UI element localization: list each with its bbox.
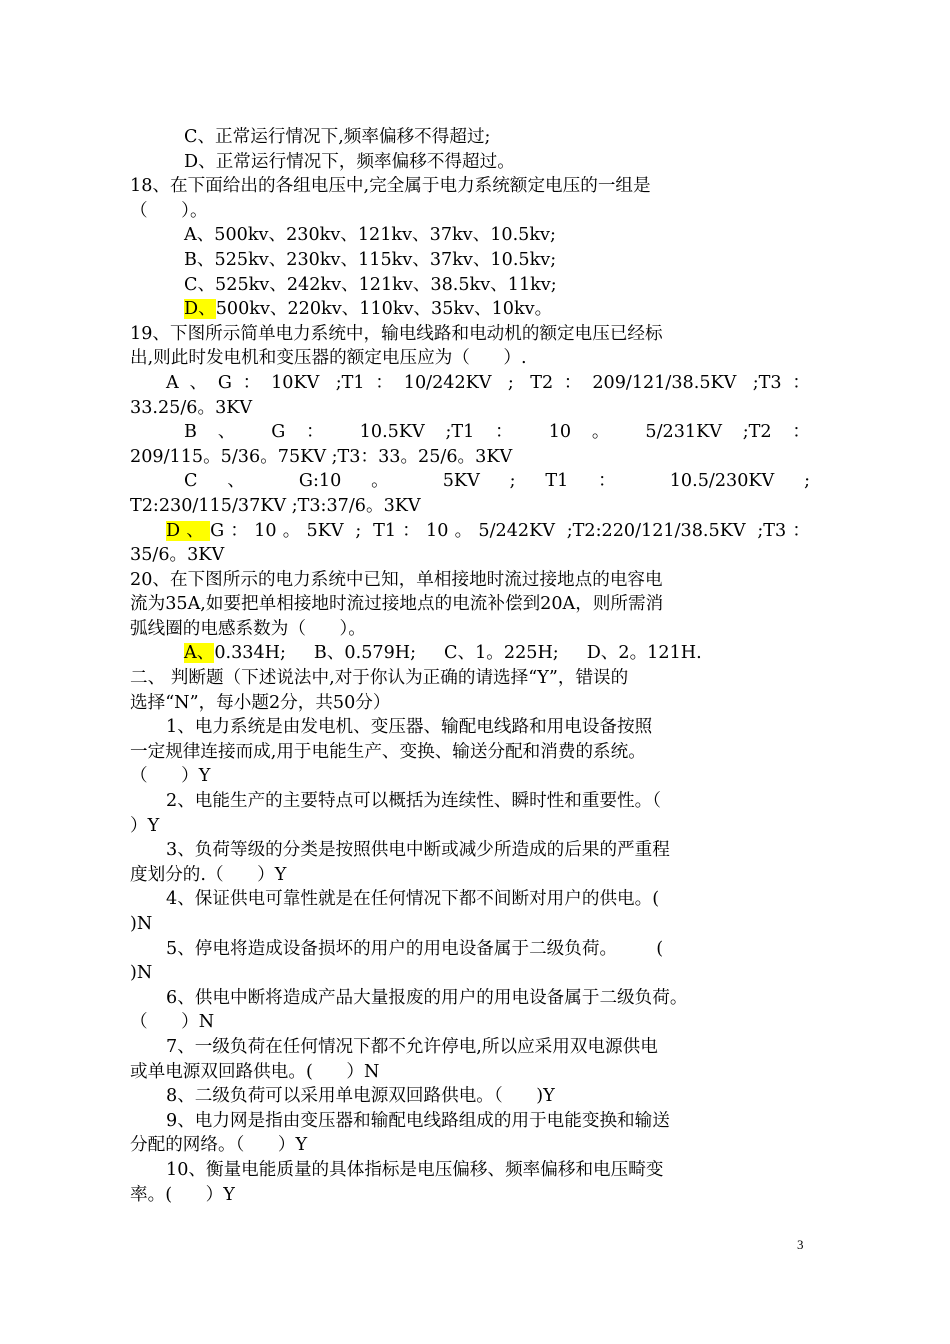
judge-2-line-2: ）Y: [130, 815, 160, 836]
q20-options: [130, 641, 810, 666]
q19-option-c-line-2: T2:230/115/37KV ;T3:37/6。3KV: [130, 495, 421, 516]
judge-8-line-1: 8、二级负荷可以采用单电源双回路供电。（ )Y: [166, 1086, 555, 1107]
judge-1-line-2: 一定规律连接而成,用于电能生产、变换、输送分配和消费的系统。: [130, 741, 646, 762]
judge-2-line-1: 2、电能生产的主要特点可以概括为连续性、瞬时性和重要性。（: [166, 791, 662, 812]
q20-stem-line-3: 弧线圈的电感系数为（ ）。: [130, 618, 366, 639]
judge-9-line-1: 9、电力网是指由变压器和输配电线路组成的用于电能变换和输送: [166, 1110, 670, 1131]
judge-4-line-1: 4、保证供电可靠性就是在任何情况下都不间断对用户的供电。(: [166, 889, 660, 910]
section-heading-line-1: 二、 判断题（下述说法中,对于你认为正确的请选择“Y”，错误的: [130, 668, 629, 689]
page-number: 3: [797, 1237, 804, 1252]
q20-stem-line-2: 流为35A,如要把单相接地时流过接地点的电流补偿到20A，则所需消: [130, 594, 664, 615]
judge-3-line-1: 3、负荷等级的分类是按照供电中断或减少所造成的后果的严重程: [166, 840, 670, 861]
q18-stem-line-2: （ ）。: [130, 200, 208, 221]
judge-3-line-2: 度划分的.（ ）Y: [130, 864, 287, 885]
q19-option-c-line-1: C 、 G:10 。 5KV ; T1 ： 10.5/230KV ;: [184, 471, 810, 492]
judge-5-line-1: 5、停电将造成设备损坏的用户的用电设备属于二级负荷。 (: [166, 938, 664, 959]
judge-1-line-3: （ ）Y: [130, 766, 211, 787]
q18-option-c: C、525kv、242kv、121kv、38.5kv、11kv;: [184, 274, 557, 295]
q19-option-a-line-1: A、G：10KV ;T1：10/242KV ; T2：209/121/38.5KV ;T3：: [166, 372, 810, 393]
judge-1-line-1: 1、电力系统是由发电机、变压器、输配电线路和用电设备按照: [166, 717, 653, 738]
q19-stem-line-1: 19、下图所示简单电力系统中，输电线路和电动机的额定电压已经标: [130, 323, 663, 344]
judge-7-line-1: 7、一级负荷在任何情况下都不允许停电,所以应采用双电源供电: [166, 1036, 658, 1057]
judge-5-line-2: )N: [130, 963, 153, 984]
answer-highlight: D、: [166, 520, 211, 541]
page-body: [130, 125, 810, 1207]
q19-option-d-line-1: [130, 519, 810, 544]
q18-option-d: [130, 297, 810, 322]
judge-4-line-2: )N: [130, 914, 153, 934]
q19-option-a-line-2: 33.25/6。3KV: [130, 397, 253, 418]
section-heading-line-2: 选择“N”，每小题2分，共50分）: [130, 692, 391, 713]
judge-6-line-1: 6、供电中断将造成产品大量报废的用户的用电设备属于二级负荷。: [166, 987, 688, 1008]
q19-stem-line-2: 出,则此时发电机和变压器的额定电压应为（ ）.: [130, 348, 527, 369]
q18-option-b: B、525kv、230kv、115kv、37kv、10.5kv;: [184, 249, 557, 270]
q19-option-b-line-2: 209/115。5/36。75KV ;T3：33。25/6。3KV: [130, 446, 513, 467]
q19-option-d-line-2: 35/6。3KV: [130, 545, 225, 566]
answer-highlight: A、: [184, 643, 215, 664]
judge-9-line-2: 分配的网络。（ ）Y: [130, 1135, 308, 1156]
q17-option-d: D、正常运行情况下，频率偏移不得超过。: [184, 151, 515, 172]
answer-highlight: D、: [184, 299, 216, 320]
judge-10-line-2: 率。( ）Y: [130, 1184, 235, 1205]
judge-7-line-2: 或单电源双回路供电。( ）N: [130, 1061, 380, 1082]
q18-option-a: A、500kv、230kv、121kv、37kv、10.5kv;: [184, 225, 556, 246]
q18-option-d-text: 500kv、220kv、110kv、35kv、10kv。: [215, 299, 553, 320]
q19-option-d-text: G：10。5KV ; T1：10。5/242KV ;T2:220/121/38.5KV ;T3：: [210, 520, 810, 541]
judge-6-line-2: （ ）N: [130, 1012, 215, 1033]
q17-option-c: C、正常运行情况下,频率偏移不得超过;: [184, 127, 491, 147]
q18-stem-line-1: 18、在下面给出的各组电压中,完全属于电力系统额定电压的一组是: [130, 176, 651, 197]
q20-options-text: 0.334H; B、0.579H; C、1。225H; D、2。121H.: [214, 643, 702, 664]
q20-stem-line-1: 20、在下图所示的电力系统中已知，单相接地时流过接地点的电容电: [130, 569, 663, 590]
q19-option-b-line-1: B 、 G ： 10.5KV ;T1 ： 10 。 5/231KV ;T2 ：: [184, 422, 810, 443]
judge-10-line-1: 10、衡量电能质量的具体指标是电压偏移、频率偏移和电压畸变: [166, 1159, 664, 1180]
